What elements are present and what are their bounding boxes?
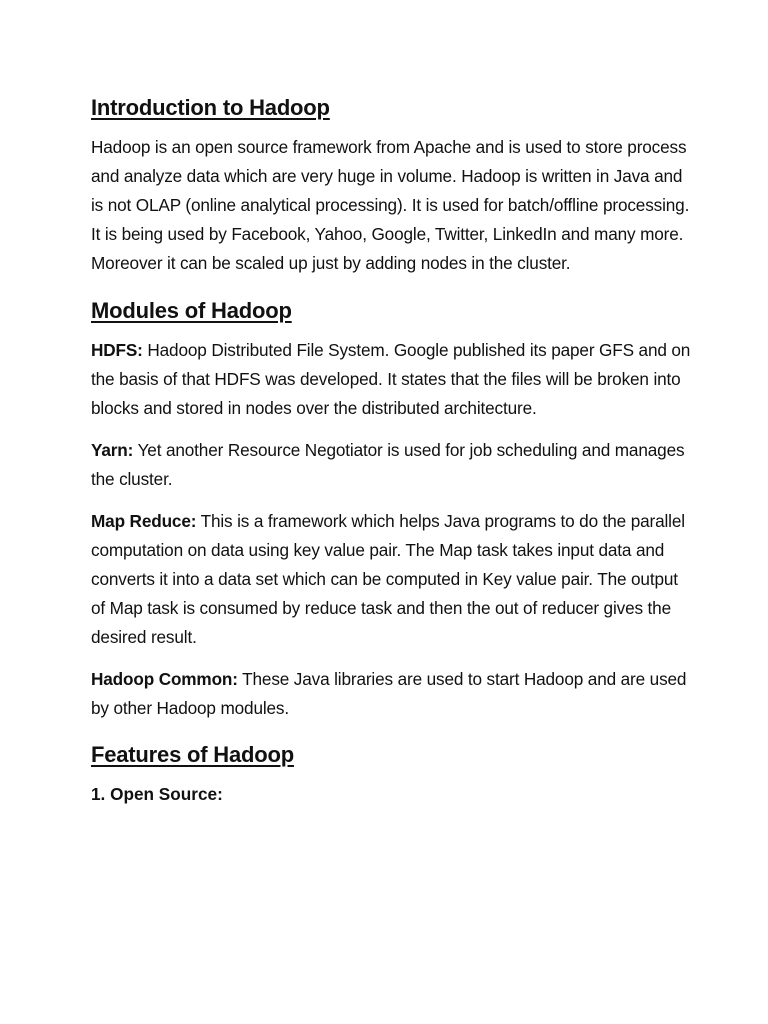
intro-heading: Introduction to Hadoop (91, 95, 330, 120)
module-term: Yarn: (91, 440, 134, 460)
intro-paragraph: Hadoop is an open source framework from Apache and is used to store process and analyze data which are very huge in volume. Hadoop is written in Java and is not OLAP (online analytical processing). It is used for batch/offline processing. It is being used by Facebook, Yahoo, Google, Twitter, LinkedIn and many more. Moreover it can be scaled up just by adding nodes in the cluster. (91, 137, 690, 273)
module-description: These Java libraries are used to start Hadoop and are used by other Hadoop modules. (91, 669, 687, 718)
module-description: This is a framework which helps Java programs to do the parallel computation on data using key value pair. The Map task takes input data and converts it into a data set which can be computed in Key value pair. The output of Map task is consumed by reduce task and then the out of reducer gives the desired result. (91, 511, 685, 647)
features-heading: Features of Hadoop (91, 742, 294, 767)
module-term: HDFS: (91, 340, 143, 360)
module-term: Map Reduce: (91, 511, 197, 531)
module-term: Hadoop Common: (91, 669, 238, 689)
module-description: Hadoop Distributed File System. Google published its paper GFS and on the basis of that HDFS was developed. It states that the files will be broken into blocks and stored in nodes over the distributed architecture. (91, 340, 691, 418)
module-description: Yet another Resource Negotiator is used for job scheduling and manages the cluster. (91, 440, 685, 489)
document-page (91, 92, 691, 809)
module-map-reduce (91, 507, 691, 652)
module-hdfs (91, 336, 691, 423)
feature-item-open-source: 1. Open Source: (91, 784, 223, 804)
module-yarn (91, 436, 691, 494)
modules-heading: Modules of Hadoop (91, 298, 292, 323)
module-hadoop-common (91, 665, 691, 723)
